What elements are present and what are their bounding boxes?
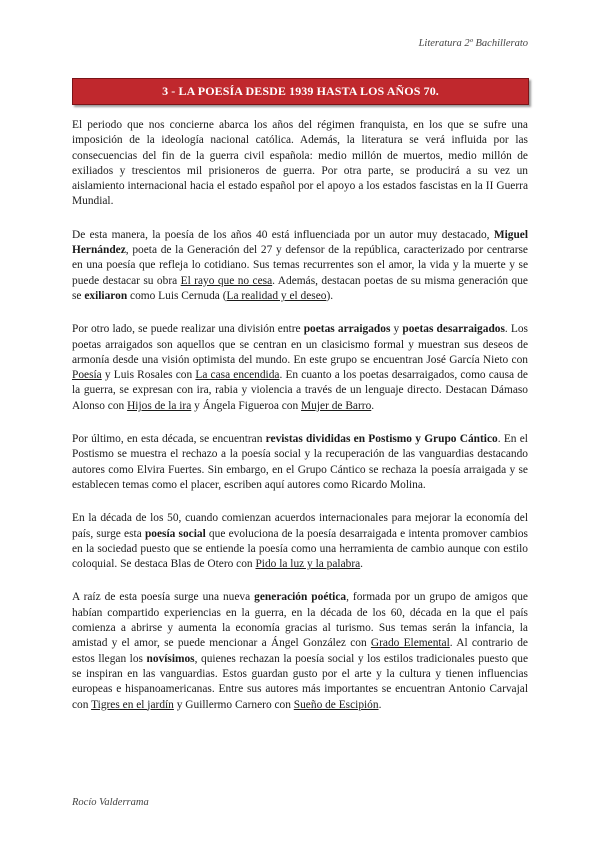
text: Por último, en esta década, se encuentran [72, 433, 266, 446]
work-title: La realidad y el deseo [226, 289, 327, 302]
bold-text: novísimos [146, 652, 195, 665]
paragraph-3 [72, 322, 528, 414]
paragraph-4 [72, 432, 528, 493]
text: como Luis Cernuda ( [127, 289, 227, 302]
bold-text: poesía social [144, 527, 206, 540]
paragraph-1: El periodo que nos concierne abarca los años del régimen franquista, en los que se sufre una imposición de la ideología nacional católica. Además, la literatura se verá influida por las consecuencias del fin de la guerra civil española: medio millón de muertos, medio millón de exiliados y trescientos mil prisioneros de guerra. Por otra parte, se producirá a su vez un aislamiento internacional hacia el estado español por el apoyo a los estados fascistas en la II Guerra Mundial. [72, 119, 528, 208]
text: . En el Postismo se muestra el rechazo a la poesía social y la recuperación de las vanguardias destacando autores como Elvira Fuertes. Sin embargo, en el Grupo Cántico se rechaza la poesía arraigada y se establecen temas como el placer, escriben aquí autores como Ricardo Molina. [72, 433, 528, 491]
text: . [371, 399, 375, 412]
text: . [360, 558, 364, 571]
work-title: La casa encendida [195, 369, 280, 382]
paragraph-5 [72, 511, 528, 572]
work-title: El rayo que no cesa [180, 274, 273, 287]
work-title: Poesía [72, 369, 102, 382]
paragraph-6 [72, 590, 528, 712]
text: y Ángela Figueroa con [191, 399, 302, 412]
bold-text: Miguel Hernández [72, 228, 528, 257]
text: . En cuanto a los poetas desarraigados, como causa de la guerra, se expresan con ira, rabia y violencia a través de un lenguaje directo. Destacan Dámaso Alonso con [72, 369, 528, 412]
work-title: Tigres en el jardín [91, 698, 174, 711]
work-title: Hijos de la ira [127, 399, 192, 412]
work-title: Mujer de Barro [301, 399, 372, 412]
paragraph-2 [72, 228, 528, 304]
text: A raíz de esta poesía surge una nueva [72, 591, 255, 604]
text: . Los poetas arraigados son aquellos que se centran en un clasicismo formal y muestran sus deseos de armonía desde una visión optimista del mundo. En este grupo se encuentran José García Nieto con [72, 323, 528, 366]
text: En la década de los 50, cuando comienzan acuerdos internacionales para mejorar la economía del país, surge esta [72, 512, 528, 540]
page-header: Literatura 2º Bachillerato [418, 38, 528, 49]
bold-text: generación poética [254, 591, 347, 604]
text: y Guillermo Carnero con [173, 698, 294, 711]
text: que evoluciona de la poesía desarraigada e intenta promover cambios en la sociedad puesto que se entiende la poesía como una herramienta de cambio aunque con estilo coloquial. Se destaca Blas de Otero con [72, 527, 528, 571]
document-body [72, 118, 528, 731]
bold-text: poetas arraigados [303, 323, 391, 336]
work-title: Sueño de Escipión [293, 698, 379, 711]
text: . Al contrario de estos llegan los [72, 637, 528, 665]
bold-text: poetas desarraigados [402, 323, 505, 336]
text: , quienes rechazan la poesía social y los estilos tradicionales puesto que se inspiran en las vanguardias. Estos guardan gusto por el arte y la cultura y tienen influencias europeas e hispanoamericanas. Entre sus autores más importantes se encuentran Antonio Carvajal con [72, 652, 528, 711]
text: y [390, 323, 403, 336]
bold-text: revistas divididas en Postismo y Grupo Cántico [265, 433, 498, 446]
work-title: Pido la luz y la palabra [255, 558, 361, 571]
text: ). [326, 289, 334, 302]
text: , poeta de la Generación del 27 y defensor de la república, caracterizado por centrarse en una poesía que refleja lo cotidiano. Sus temas recurrentes son el amor, la vida y la muerte y se puede destacar su obra [72, 244, 528, 287]
text: , formada por un grupo de amigos que habían compartido experiencias en la guerra, en la década de los 60, década en la que el país comienza a abrirse y aumenta la economía gracias al turismo. Sus temas serán la infancia, la amistad y el amor, se puede mencionar a Ángel González con [72, 591, 528, 650]
text: . Además, destacan poetas de su misma generación que se [72, 274, 528, 302]
section-title: 3 - LA POESÍA DESDE 1939 HASTA LOS AÑOS 70. [72, 78, 529, 105]
text: Por otro lado, se puede realizar una división entre [72, 323, 304, 336]
text: De esta manera, la poesía de los años 40 está influenciada por un autor muy destacado, [72, 228, 494, 241]
page-footer: Rocío Valderrama [72, 797, 149, 808]
work-title: Grado Elemental [370, 637, 450, 650]
text: y Luis Rosales con [101, 369, 196, 382]
text: . [378, 698, 382, 711]
bold-text: exiliaron [84, 289, 128, 302]
